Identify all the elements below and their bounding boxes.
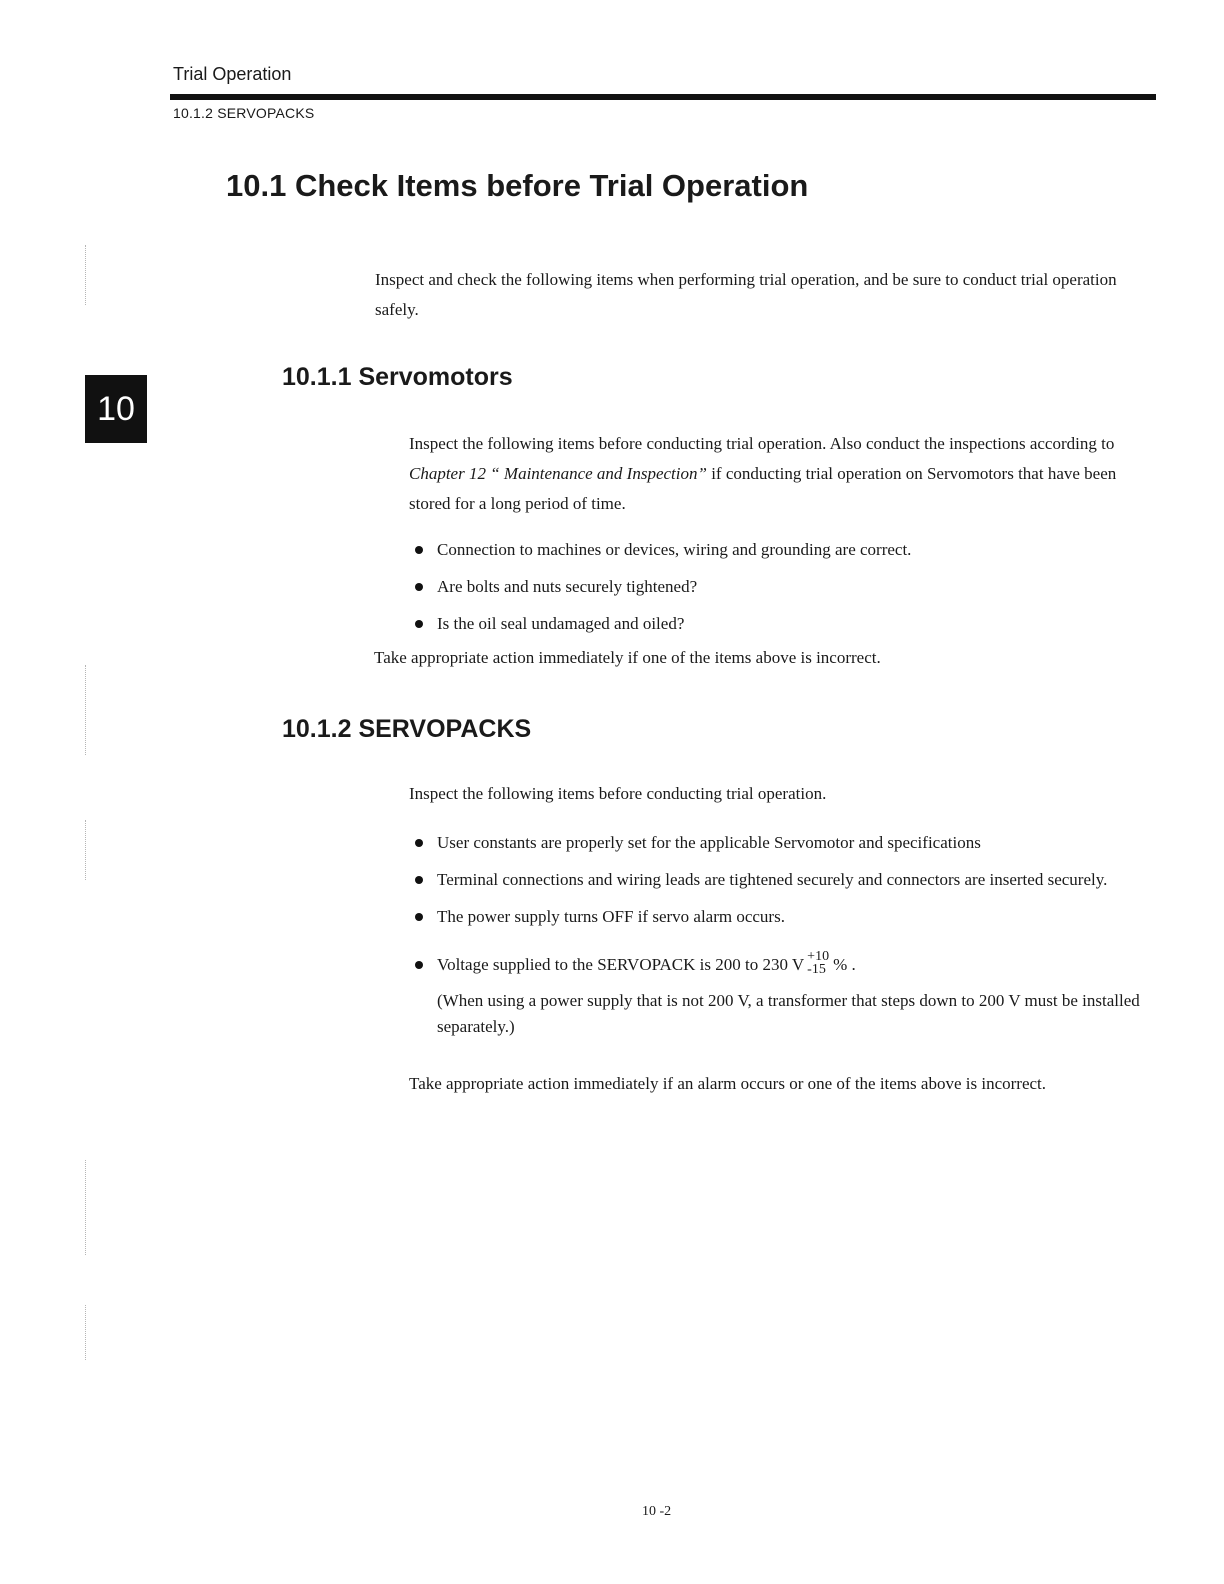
voltage-note: (When using a power supply that is not 200 V, a transformer that steps down to 200 V must be installed separately.) — [437, 991, 1140, 1037]
tolerance-minus: -15 — [807, 962, 826, 978]
margin-mark — [85, 665, 86, 755]
servomotors-closing: Take appropriate action immediately if one of the items above is incorrect. — [374, 648, 881, 667]
servomotor-checklist — [413, 537, 1149, 648]
chapter-tab: 10 — [85, 375, 147, 443]
bullet-icon — [415, 583, 423, 591]
list-item-text: Connection to machines or devices, wiring and grounding are correct. — [437, 540, 912, 559]
list-item-text: Are bolts and nuts securely tightened? — [437, 577, 698, 596]
section-heading-servomotors: 10.1.1 Servomotors — [282, 363, 513, 391]
bullet-icon — [415, 620, 423, 628]
list-item — [413, 830, 1149, 856]
servopacks-closing: Take appropriate action immediately if an alarm occurs or one of the items above is incorrect. — [409, 1074, 1047, 1093]
margin-mark — [85, 245, 86, 305]
bullet-icon — [415, 876, 423, 884]
tolerance-plus: +10 — [807, 949, 830, 965]
list-item-voltage — [413, 949, 1149, 1040]
list-item — [413, 904, 1149, 930]
voltage-text: Voltage supplied to the SERVOPACK is 200 to 230 V — [437, 955, 805, 974]
bullet-icon — [415, 961, 423, 969]
list-item-text: Terminal connections and wiring leads are tightened securely and connectors are inserted securely. — [437, 870, 1108, 889]
chapter-reference: Chapter 12 “ Maintenance and Inspection” — [409, 464, 707, 483]
list-item — [413, 537, 1149, 563]
list-item — [413, 611, 1149, 637]
bullet-icon — [415, 839, 423, 847]
margin-mark — [85, 1160, 86, 1255]
list-item — [413, 867, 1149, 893]
list-item-text: The power supply turns OFF if servo alarm occurs. — [437, 907, 785, 926]
list-item-text: User constants are properly set for the applicable Servomotor and specifications — [437, 833, 981, 852]
margin-mark — [85, 1305, 86, 1360]
running-header-title: Trial Operation — [173, 64, 292, 84]
servopack-checklist — [413, 830, 1149, 1051]
page-number: 10 -2 — [642, 1504, 672, 1519]
page-title: 10.1 Check Items before Trial Operation — [226, 168, 809, 203]
voltage-unit: % . — [833, 955, 856, 974]
servomotors-paragraph-start: Inspect the following items before conducting trial operation. Also conduct the inspections according to — [409, 434, 1115, 453]
margin-mark — [85, 820, 86, 880]
header-rule — [170, 94, 1156, 100]
bullet-icon — [415, 913, 423, 921]
bullet-icon — [415, 546, 423, 554]
voltage-tolerance — [807, 950, 829, 976]
servomotors-paragraph-end: if conducting trial operation on Servomotors that have been stored for a long period of time. — [409, 464, 1117, 513]
intro-paragraph: Inspect and check the following items when performing trial operation, and be sure to conduct trial operation safely. — [375, 270, 1117, 319]
running-header-section: 10.1.2 SERVOPACKS — [173, 105, 315, 121]
servomotors-paragraph — [409, 429, 1149, 519]
list-item — [413, 574, 1149, 600]
section-heading-servopacks: 10.1.2 SERVOPACKS — [282, 715, 532, 743]
list-item-text: Is the oil seal undamaged and oiled? — [437, 614, 685, 633]
servopacks-paragraph: Inspect the following items before conducting trial operation. — [409, 784, 827, 803]
